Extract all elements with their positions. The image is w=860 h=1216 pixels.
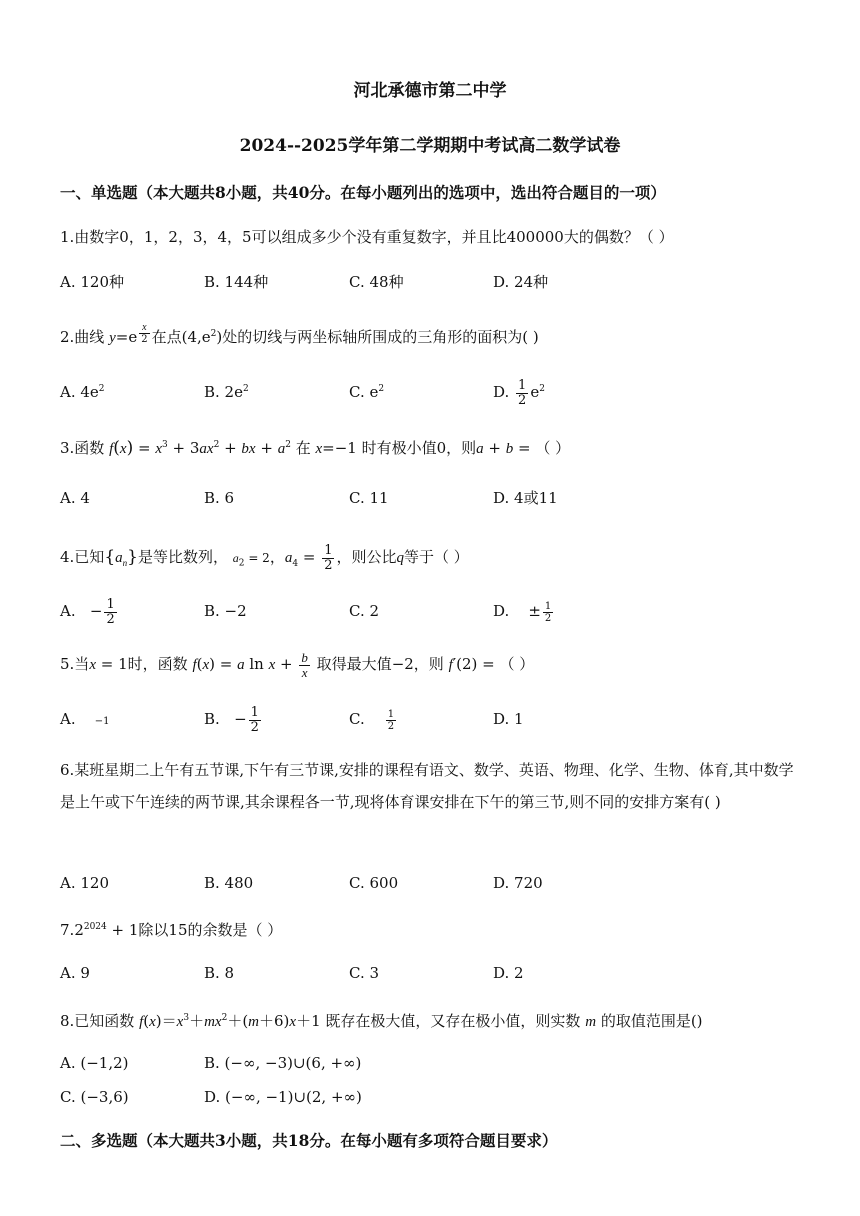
option-b: B. $2e^2$ xyxy=(204,383,249,401)
exam-title: 2024--2025学年第二学期期中考试高二数学试卷 xyxy=(239,136,621,156)
option-b: B. 480 xyxy=(204,874,254,892)
option-a: A. $4e^2$ xyxy=(60,383,105,401)
option-a: A. 9 xyxy=(60,964,90,982)
option-d: D. 2 xyxy=(493,964,524,982)
option-d: D. $\frac{1}{2}$ $e^2$ xyxy=(493,377,545,408)
option-d: D. 1 xyxy=(493,710,524,728)
option-b: B. − $\frac{1}{2}$ xyxy=(204,704,259,735)
option-d: D. ± $\frac{1}{2}$ xyxy=(493,600,552,624)
option-b: B. 6 xyxy=(204,489,235,507)
question-3: 3.函数 $f(x) = x^3 + 3ax^2$ + bx + $a^2$ 在 x=−1 时有极小值0，则a + b = （ ） xyxy=(60,438,571,458)
option-c: C. 3 xyxy=(349,964,380,982)
question-2: 2.曲线 y=e $^{\frac{x}{2}}$ 在点$(4,e^2)$处的切线与两坐标轴所围成的三角形的面积为( ) xyxy=(60,322,539,346)
option-a: A. 120 xyxy=(60,874,109,892)
option-b: B. (−∞, −3)∪(6, +∞) xyxy=(204,1054,362,1072)
option-a: A. − $\frac{1}{2}$ xyxy=(60,596,115,627)
option-c: C. 2 xyxy=(349,602,380,620)
question-4: 4.已知$\{a_n\}$是等比数列， $a_2 = 2$，$a_4$ = $\frac{1}{2}$ ，则公比q等于（ ） xyxy=(60,542,469,573)
question-5: 5.当x = 1时，函数 f(x) = a ln x + $\frac{b}{x}$ 取得最大值−2，则 f′(2) = （ ） xyxy=(60,649,535,680)
option-a: A. 120种 xyxy=(60,273,124,291)
question-7: $7.2^{2024} + 1$除以15的余数是（ ） xyxy=(60,921,283,939)
option-b: B. −2 xyxy=(204,602,247,620)
question-6: 6.某班星期二上午有五节课,下午有三节课,安排的课程有语文、数学、英语、物理、化学、生物、体育,其中数学是上午或下午连续的两节课,其余课程各一节,现将体育课安排在下午的第三节,则不同的安排方案有( ) xyxy=(60,761,794,811)
option-c: C. 11 xyxy=(349,489,389,507)
option-b: B. 144种 xyxy=(204,273,269,291)
school-title: 河北承德市第二中学 xyxy=(353,81,507,101)
option-d: D. 4或11 xyxy=(493,489,558,507)
option-c: C. $e^2$ xyxy=(349,383,385,401)
option-c: C. 600 xyxy=(349,874,399,892)
option-a: A. (−1,2) xyxy=(60,1054,129,1072)
option-a: A. −1 xyxy=(60,710,110,728)
option-b: B. 8 xyxy=(204,964,235,982)
section-2-title: 二、多选题（本大题共3小题，共18分。在每小题有多项符合题目要求） xyxy=(60,1131,558,1150)
option-a: A. 4 xyxy=(60,489,90,507)
option-d: D. (−∞, −1)∪(2, +∞) xyxy=(204,1088,362,1106)
question-8: 8.已知函数 $f(x)=x^3+mx^2+(m+6)x+1$ 既存在极大值，又存在极小值，则实数 m 的取值范围是() xyxy=(60,1012,703,1030)
option-d: D. 720 xyxy=(493,874,543,892)
option-c: C. (−3,6) xyxy=(60,1088,129,1106)
section-1-title: 一、单选题（本大题共8小题，共40分。在每小题列出的选项中，选出符合题目的一项） xyxy=(60,183,666,202)
option-c: C. $\frac{1}{2}$ xyxy=(349,708,395,732)
option-d: D. 24种 xyxy=(493,273,549,291)
question-1: 1.由数字0，1，2，3，4，5可以组成多少个没有重复数字，并且比400000大的偶数？（ ） xyxy=(60,228,674,246)
option-c: C. 48种 xyxy=(349,273,404,291)
